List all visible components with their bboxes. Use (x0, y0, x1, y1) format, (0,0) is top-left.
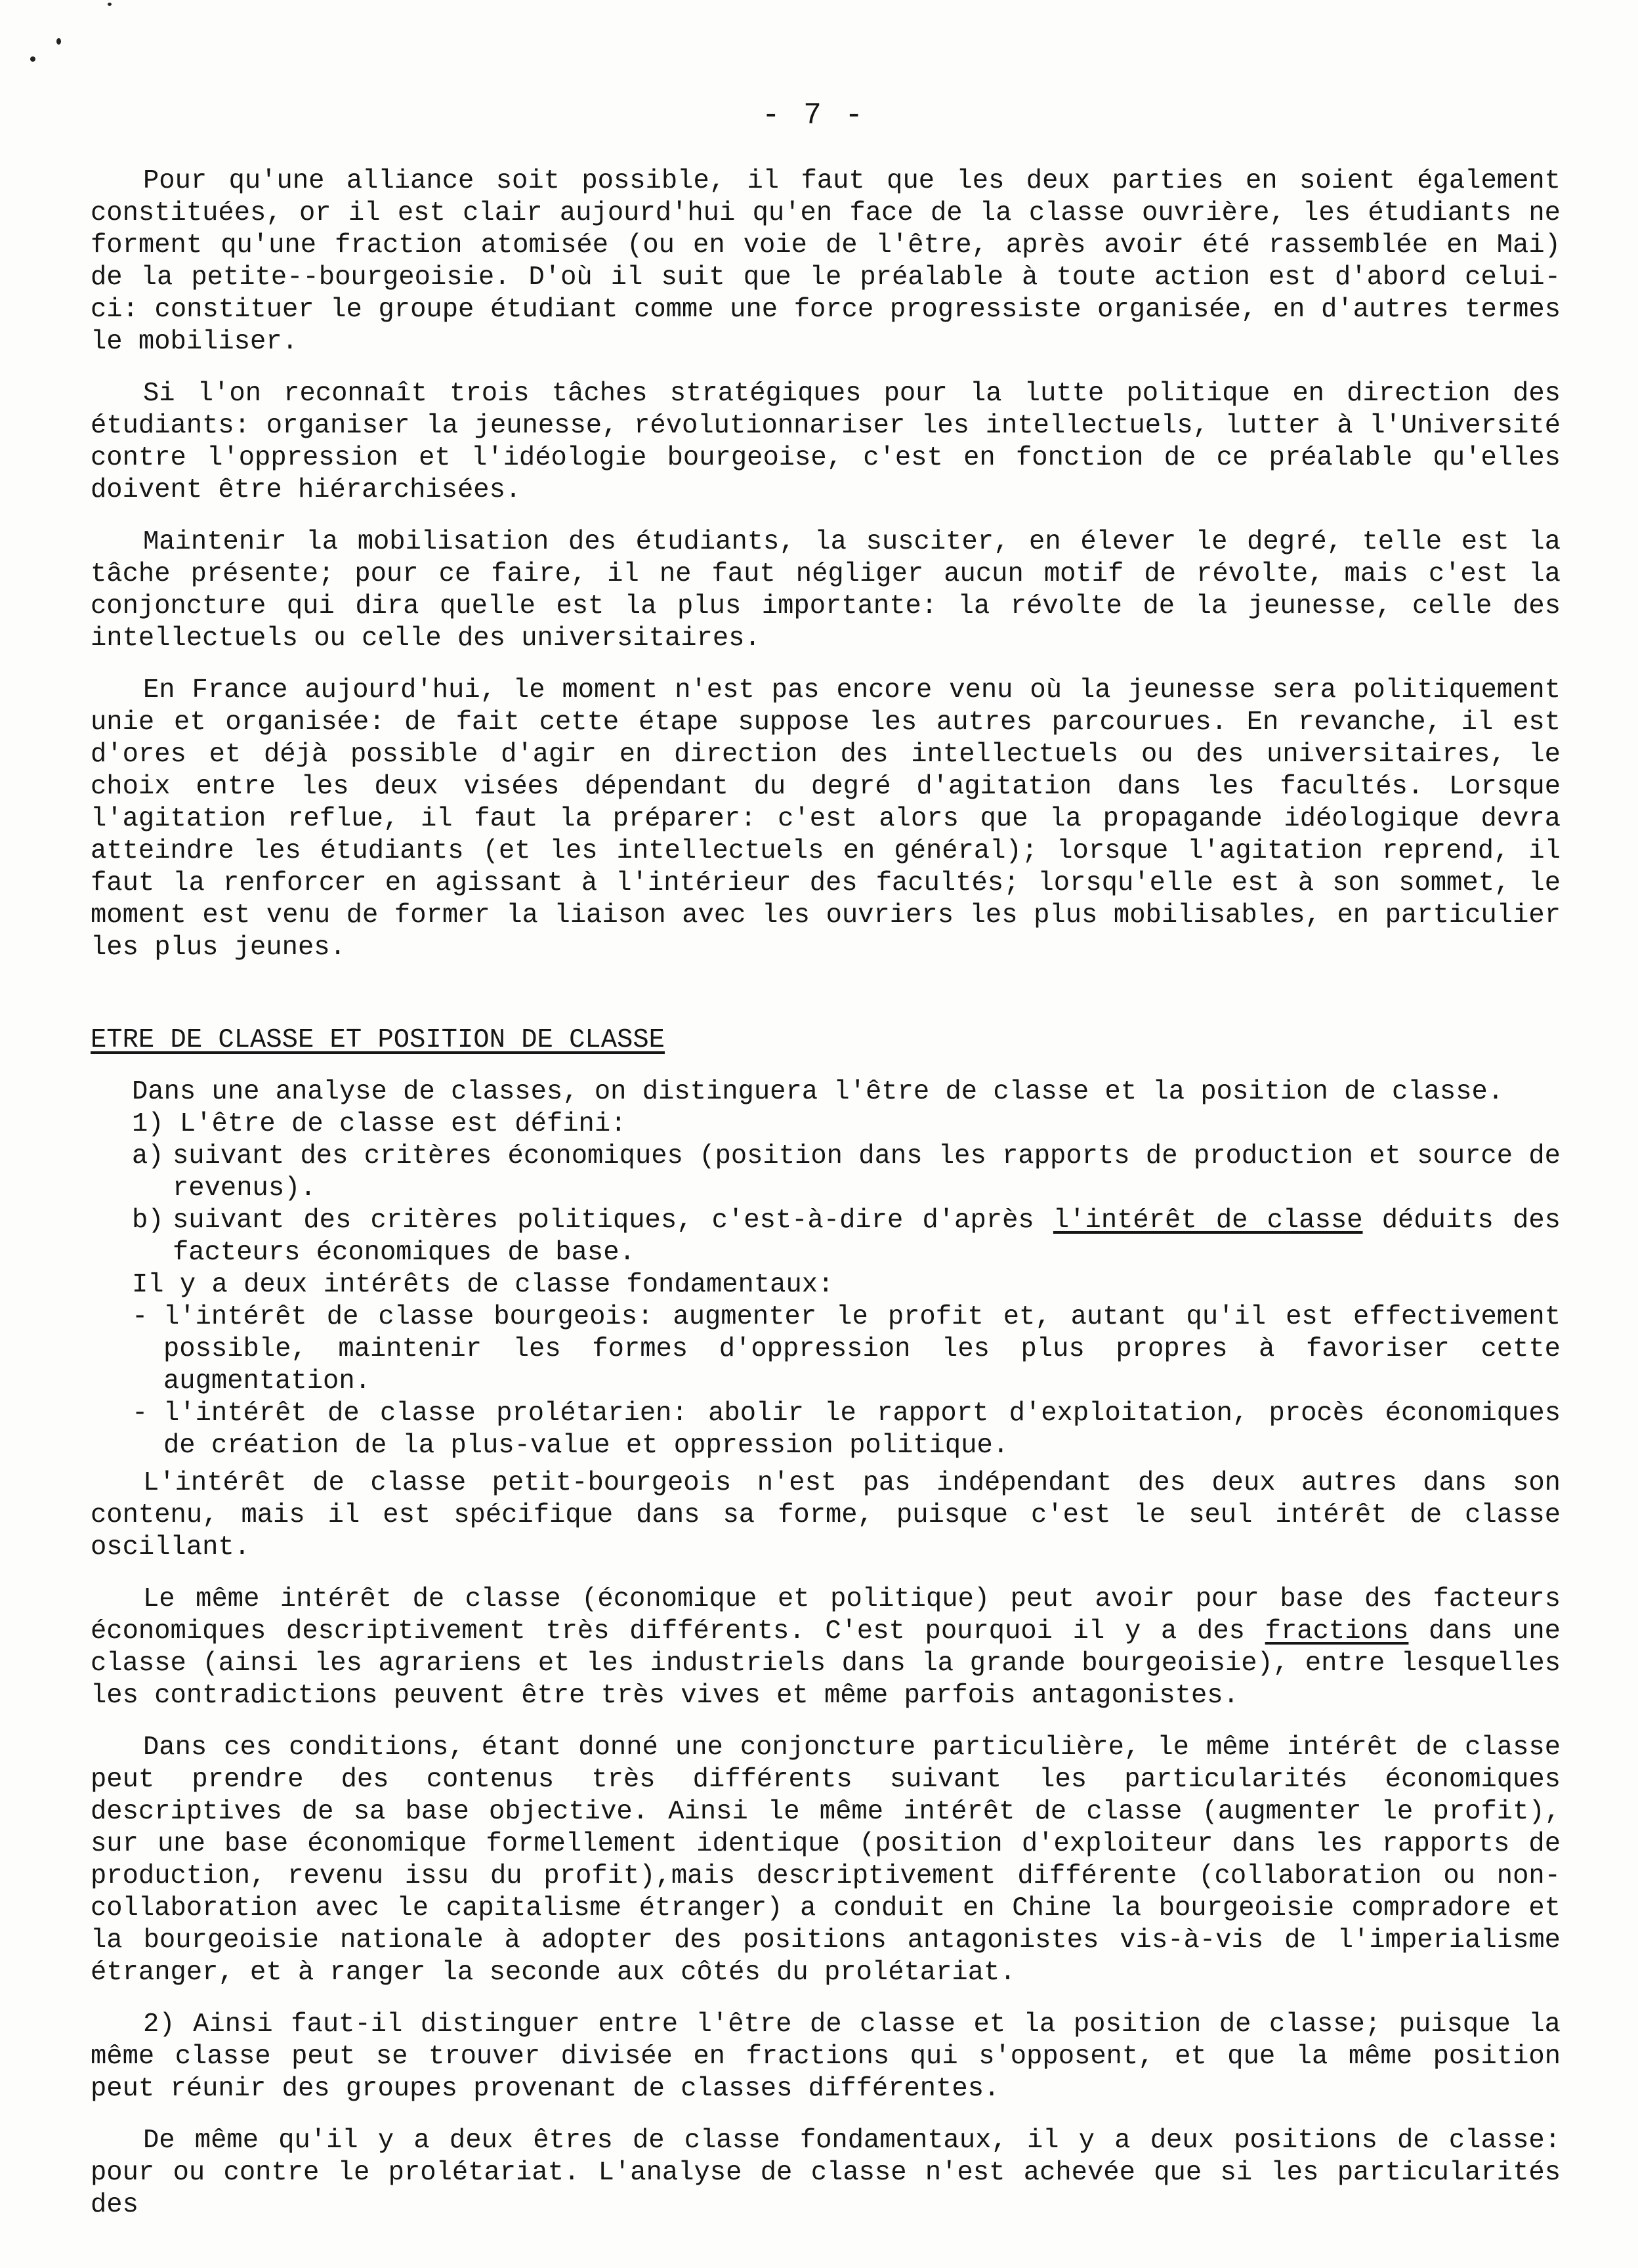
criterion-b-text-end: déduits des facteurs économiques de base. (173, 1206, 1561, 1268)
interest-bourgeois-text: l'intérêt de classe bourgeois: augmenter le profit et, autant qu'il est effectivement possible, maintenir les formes d'oppression les plus propres à favoriser cette augmentation. (163, 1302, 1561, 1396)
paragraph-fractions-end: dans une classe (ainsi les agrariens et les industriels dans la grande bourgeoisie), entre lesquelles les contradictions peuvent être très vives et même parfois antagonistes. (91, 1616, 1561, 1711)
underlined-term-interet-de-classe: l'intérêt de classe (1053, 1206, 1363, 1236)
paragraph-etre-et-position: 2) Ainsi faut-il distinguer entre l'être de classe et la position de classe; puisque la même classe peut se trouver divisée en fractions qui s'opposent, et que la même position peut réunir des groupes provenant de classes différentes. (91, 2009, 1561, 2104)
criterion-b-text (173, 1205, 1561, 1269)
class-definition-block (132, 1076, 1561, 1462)
section-heading: ETRE DE CLASSE ET POSITION DE CLASSE (91, 1025, 665, 1055)
dash-marker: - (132, 1398, 148, 1429)
criterion-b-text-start: suivant des critères politiques, c'est-à-dire d'après (173, 1206, 1053, 1236)
page-number: - 7 - (761, 98, 866, 133)
ink-speck (56, 38, 61, 45)
paragraph-france: En France aujourd'hui, le moment n'est pas encore venu où la jeunesse sera politiquement unie et organisée: de fait cette étape suppose les autres parcourues. En revanche, il est d'ores et déjà possible d'agir en direction des intellectuels ou des universitaires, le choix entre les deux visées dépendant du degré d'agitation dans les facultés. Lorsque l'agitation reflue, il faut la préparer: c'est alors que la propagande idéologique devra atteindre les étudiants (et les intellectuels en général); lorsque l'agitation reprend, il faut la renforcer en agissant à l'intérieur des facultés; lorsqu'elle est à son sommet, le moment est venu de former la liaison avec les ouvriers les plus mobilisables, en particulier les plus jeunes. (91, 675, 1561, 963)
interest-bourgeois (132, 1301, 1561, 1398)
ink-speck (30, 56, 35, 62)
paragraph-alliance: Pour qu'une alliance soit possible, il faut que les deux parties en soient également constituées, or il est clair aujourd'hui qu'en face de la classe ouvrière, les étudiants ne forment qu'une fraction atomisée (ou en voie de l'être, après avoir été rassemblée en Mai) de la petite--bourgeoisie. D'où il suit que le préalable à toute action est d'abord celui-ci: constituer le groupe étudiant comme une force progressiste organisée, en d'autres termes le mobiliser. (91, 166, 1561, 357)
interest-proletarian (132, 1398, 1561, 1462)
criterion-a-text: suivant des critères économiques (position dans les rapports de production et source de revenus). (173, 1141, 1561, 1204)
dash-marker: - (132, 1302, 148, 1332)
paragraph-fractions (91, 1584, 1561, 1712)
interest-proletarian-text: l'intérêt de classe prolétarien: abolir le rapport d'exploitation, procès économiques de création de la plus-value et oppression politique. (163, 1398, 1561, 1461)
document-body (91, 165, 1561, 2221)
paragraph-mobilisation: Maintenir la mobilisation des étudiants, la susciter, en élever le degré, telle est la tâche présente; pour ce faire, il ne faut négliger aucun motif de révolte, mais c'est la conjoncture qui dira quelle est la plus importante: la révolte de la jeunesse, celle des intellectuels ou celle des universitaires. (91, 527, 1561, 654)
criterion-a-marker: a) (132, 1141, 164, 1171)
criterion-b-marker: b) (132, 1206, 164, 1236)
paragraph-strategic-tasks: Si l'on reconnaît trois tâches stratégiques pour la lutte politique en direction des étudiants: organiser la jeunesse, révolutionnariser les intellectuels, lutter à l'Université contre l'oppression et l'idéologie bourgeoise, c'est en fonction de ce préalable qu'elles doivent être hiérarchisées. (91, 379, 1561, 505)
paragraph-deux-positions: De même qu'il y a deux êtres de classe fondamentaux, il y a deux positions de classe: pour ou contre le prolétariat. L'analyse de classe n'est achevée que si les particularités des (91, 2126, 1561, 2220)
paragraph-petit-bourgeois: L'intérêt de classe petit-bourgeois n'est pas indépendant des deux autres dans son contenu, mais il est spécifique dans sa forme, puisque c'est le seul intérêt de classe oscillant. (91, 1468, 1561, 1563)
definition-point-1: 1) L'être de classe est défini: (132, 1109, 627, 1139)
underlined-term-fractions: fractions (1265, 1616, 1409, 1647)
two-interests-line: Il y a deux intérêts de classe fondamentaux: (132, 1270, 834, 1300)
criterion-b (132, 1205, 1561, 1269)
definition-intro: Dans une analyse de classes, on distinguera l'être de classe et la position de classe. (132, 1077, 1504, 1107)
paragraph-fractions-start: Le même intérêt de classe (économique et politique) peut avoir pour base des facteurs économiques descriptivement très différents. C'est pourquoi il y a des (91, 1584, 1561, 1647)
criterion-a (132, 1141, 1561, 1205)
paragraph-conjoncture: Dans ces conditions, étant donné une conjoncture particulière, le même intérêt de classe peut prendre des contenus très différents suivant les particularités économiques descriptives de sa base objective. Ainsi le même intérêt de classe (augmenter le profit), sur une base économique formellement identique (position d'exploiteur dans les rapports de production, revenu issu du profit),mais descriptivement différente (collaboration ou non-collaboration avec le capitalisme étranger) a conduit en Chine la bourgeoisie compradore et la bourgeoisie nationale à adopter des positions antagonistes vis-à-vis de l'imperialisme étranger, et à ranger la seconde aux côtés du prolétariat. (91, 1732, 1561, 1988)
ink-speck (108, 3, 112, 6)
